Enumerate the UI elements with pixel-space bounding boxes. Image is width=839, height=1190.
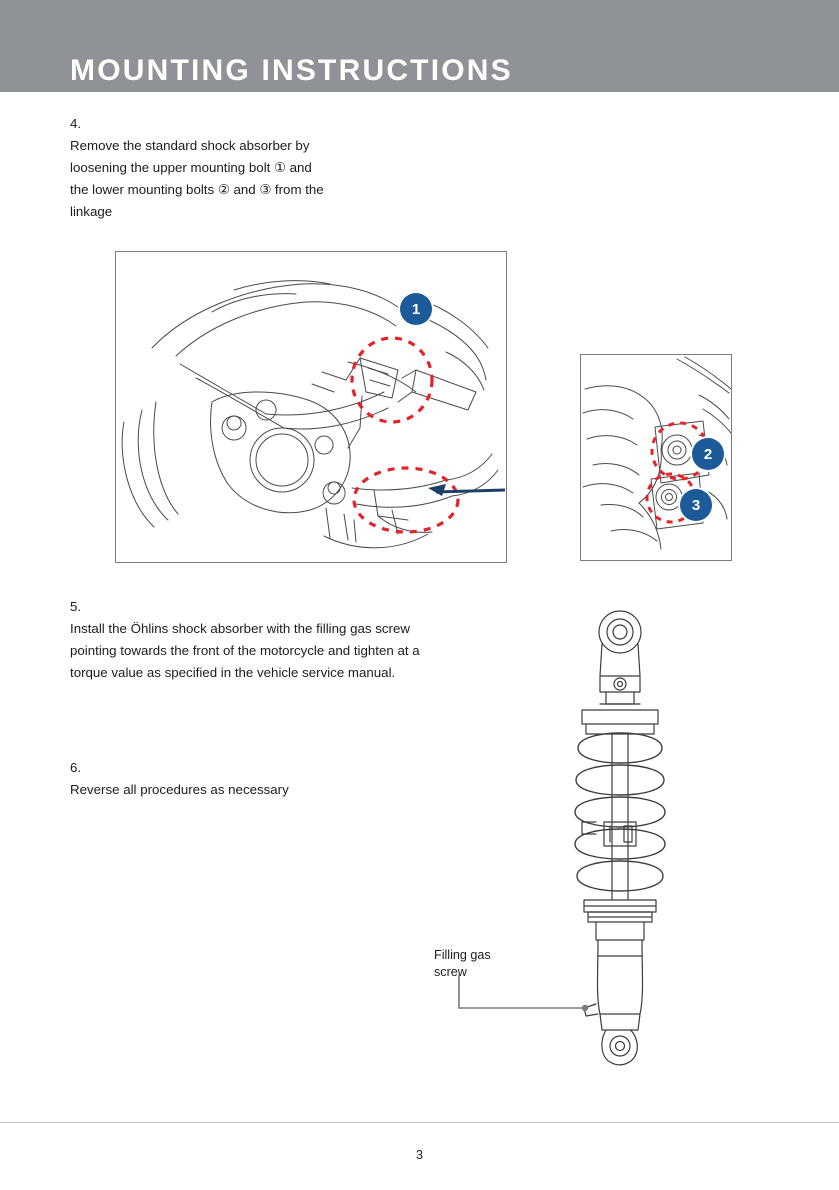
leader-arrow	[428, 484, 446, 496]
step-4-line-3: the lower mounting bolts ② and ③ from the	[70, 182, 324, 197]
step-4	[70, 113, 324, 223]
step-5-number: 5.	[70, 599, 82, 614]
page-title: MOUNTING INSTRUCTIONS	[70, 54, 513, 87]
motorcycle-line-drawing	[116, 252, 506, 562]
step-5-text: Install the Öhlins shock absorber with the filling gas screw pointing towards the front of the motorcycle and tighten at a torque value as specified in the vehicle service manual.	[70, 621, 420, 680]
step-4-line-2: loosening the upper mounting bolt ① and	[70, 160, 312, 175]
step-6-number: 6.	[70, 760, 82, 775]
figure-motorcycle-overview	[115, 251, 507, 563]
step-6	[70, 757, 289, 801]
filling-gas-screw-label: Filling gas screw	[434, 948, 491, 979]
callout-2: 2	[692, 438, 724, 470]
step-5	[70, 596, 420, 684]
filling-gas-screw-leader	[430, 975, 600, 1025]
step-6-text: Reverse all procedures as necessary	[70, 782, 289, 797]
step-4-line-1: Remove the standard shock absorber by	[70, 138, 310, 153]
callout-1: 1	[400, 293, 432, 325]
callout-3: 3	[680, 489, 712, 521]
step-4-number: 4.	[70, 116, 82, 131]
leader-line-to-detail	[436, 490, 505, 492]
page-number: 3	[416, 1148, 423, 1162]
step-4-line-4: linkage	[70, 204, 113, 219]
footer-divider	[0, 1122, 839, 1123]
